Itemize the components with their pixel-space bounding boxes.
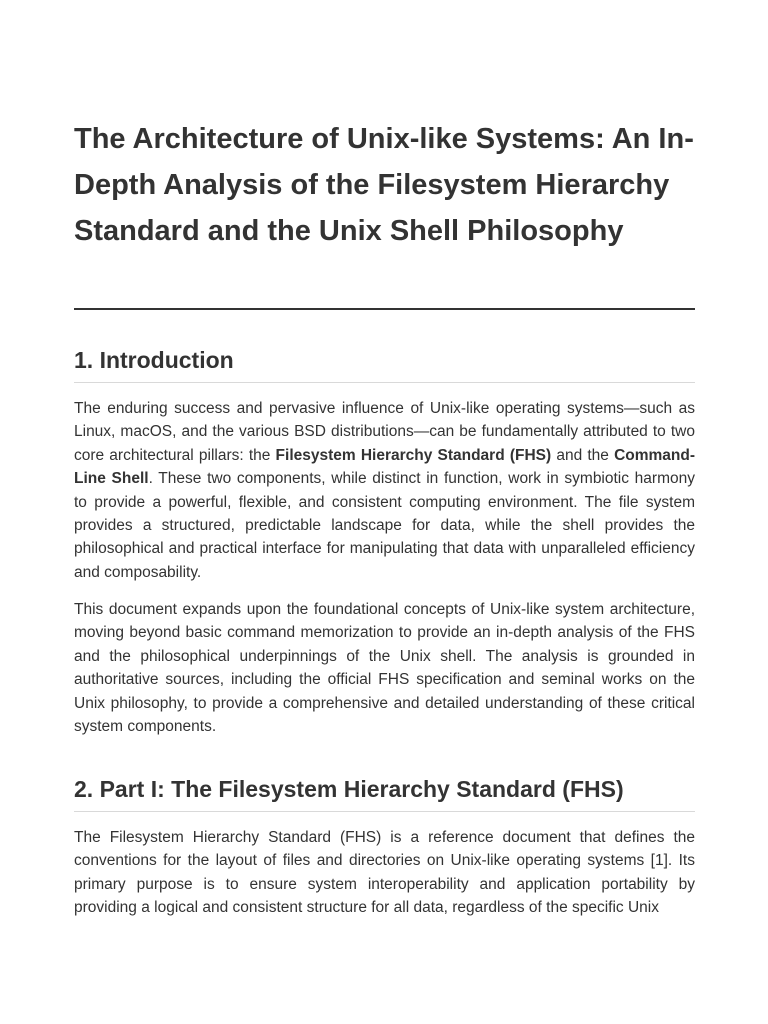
section-heading-fhs: 2. Part I: The Filesystem Hierarchy Standard (FHS) (74, 776, 624, 802)
document-title: The Architecture of Unix-like Systems: An In-Depth Analysis of the Filesystem Hierarchy Standard and the Unix Shell Philosophy (74, 123, 694, 247)
title-divider (74, 308, 695, 310)
fhs-paragraph-1: The Filesystem Hierarchy Standard (FHS) is a reference document that defines the conventions for the layout of files and directories on Unix-like operating systems [1]. Its primary purpose is to ensure system interoperability and application portability by providing a logical and consistent structure for all data, regardless of the specific Unix (74, 829, 695, 917)
paragraph-text: The enduring success and pervasive influence of Unix-like operating systems—such as Linux, macOS, and the various BSD distributions—can be fundamentally attributed to two core architectural pillars: the (74, 400, 695, 464)
introduction-paragraph-2: This document expands upon the foundational concepts of Unix-like system architecture, moving beyond basic command memorization to provide an in-depth analysis of the FHS and the philosophical underpinnings of the Unix shell. The analysis is grounded in authoritative sources, including the official FHS specification and seminal works on the Unix philosophy, to provide a comprehensive and detailed understanding of these critical system components. (74, 601, 695, 736)
bold-term-shell: Command-Line Shell (74, 446, 696, 488)
section-heading-introduction: 1. Introduction (74, 347, 234, 373)
section-divider-introduction (74, 382, 695, 383)
introduction-paragraph-1 (74, 397, 695, 584)
paragraph-text: and the (551, 446, 615, 464)
bold-term-fhs: Filesystem Hierarchy Standard (FHS) (275, 446, 552, 464)
section-divider-fhs (74, 811, 695, 812)
paragraph-text: . These two components, while distinct in function, work in symbiotic harmony to provide a powerful, flexible, and consistent computing environment. The file system provides a structured, predictable landscape for data, while the shell provides the philosophical and practical interface for manipulating that data with unparalleled efficiency and composability. (74, 470, 695, 581)
